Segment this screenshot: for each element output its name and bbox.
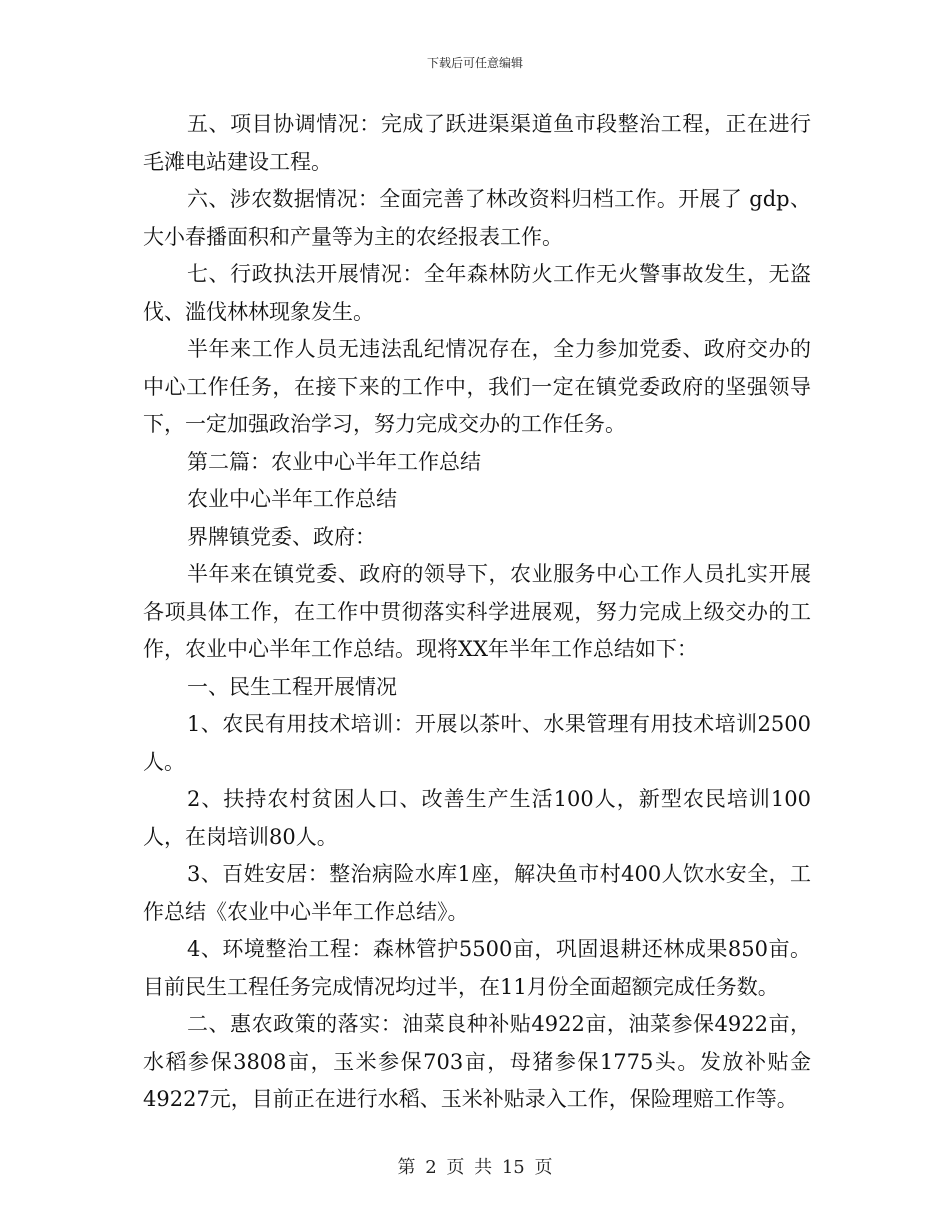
list-item-training: 1、农民有用技术培训：开展以茶叶、水果管理有用技术培训2500人。 [143,712,811,774]
list-item-environment: 4、环境整治工程：森林管护5500亩，巩固退耕还林成果850亩。目前民生工程任务完成情况均过半，在11月份全面超额完成任务数。 [143,937,811,999]
paragraph-policy-implementation: 二、惠农政策的落实：油菜良种补贴4922亩，油菜参保4922亩，水稻参保3808亩，玉米参保703亩，母猪参保1775头。发放补贴金49227元，目前正在进行水稻、玉米补贴录入工作，保险理赔工作等。 [143,1012,811,1111]
document-body [143,106,811,1119]
list-item-poverty-support: 2、扶持农村贫困人口、改善生产生活100人，新型农民培训100人，在岗培训80人。 [143,787,811,849]
list-item-housing-water: 3、百姓安居：整治病险水库1座，解决鱼市村400人饮水安全，工作总结《农业中心半年工作总结》。 [143,862,811,924]
paragraph-project-coordination: 五、项目协调情况：完成了跃进渠渠道鱼市段整治工程，正在进行毛滩电站建设工程。 [143,112,811,174]
paragraph-agri-data: 六、涉农数据情况：全面完善了林改资料归档工作。开展了 gdp、大小春播面积和产量等为主的农经报表工作。 [143,187,811,249]
section-heading-part-two: 第二篇：农业中心半年工作总结 [187,449,481,474]
section-heading-livelihood: 一、民生工程开展情况 [187,674,397,699]
page-number-footer: 第 2 页 共 15 页 [397,1157,553,1178]
document-title: 农业中心半年工作总结 [187,487,397,511]
page-header-note: 下载后可任意编辑 [426,56,523,70]
paragraph-half-year-conduct: 半年来工作人员无违法乱纪情况存在，全力参加党委、政府交办的中心工作任务，在接下来的工作中，我们一定在镇党委政府的坚强领导下，一定加强政治学习，努力完成交办的工作任务。 [143,337,811,436]
paragraph-introduction: 半年来在镇党委、政府的领导下，农业服务中心工作人员扎实开展各项具体工作，在工作中贯彻落实科学进展观，努力完成上级交办的工作，农业中心半年工作总结。现将XX年半年工作总结如下： [143,562,811,661]
salutation: 界牌镇党委、政府： [187,524,376,549]
paragraph-law-enforcement: 七、行政执法开展情况：全年森林防火工作无火警事故发生，无盗伐、滥伐林林现象发生。 [143,262,811,324]
